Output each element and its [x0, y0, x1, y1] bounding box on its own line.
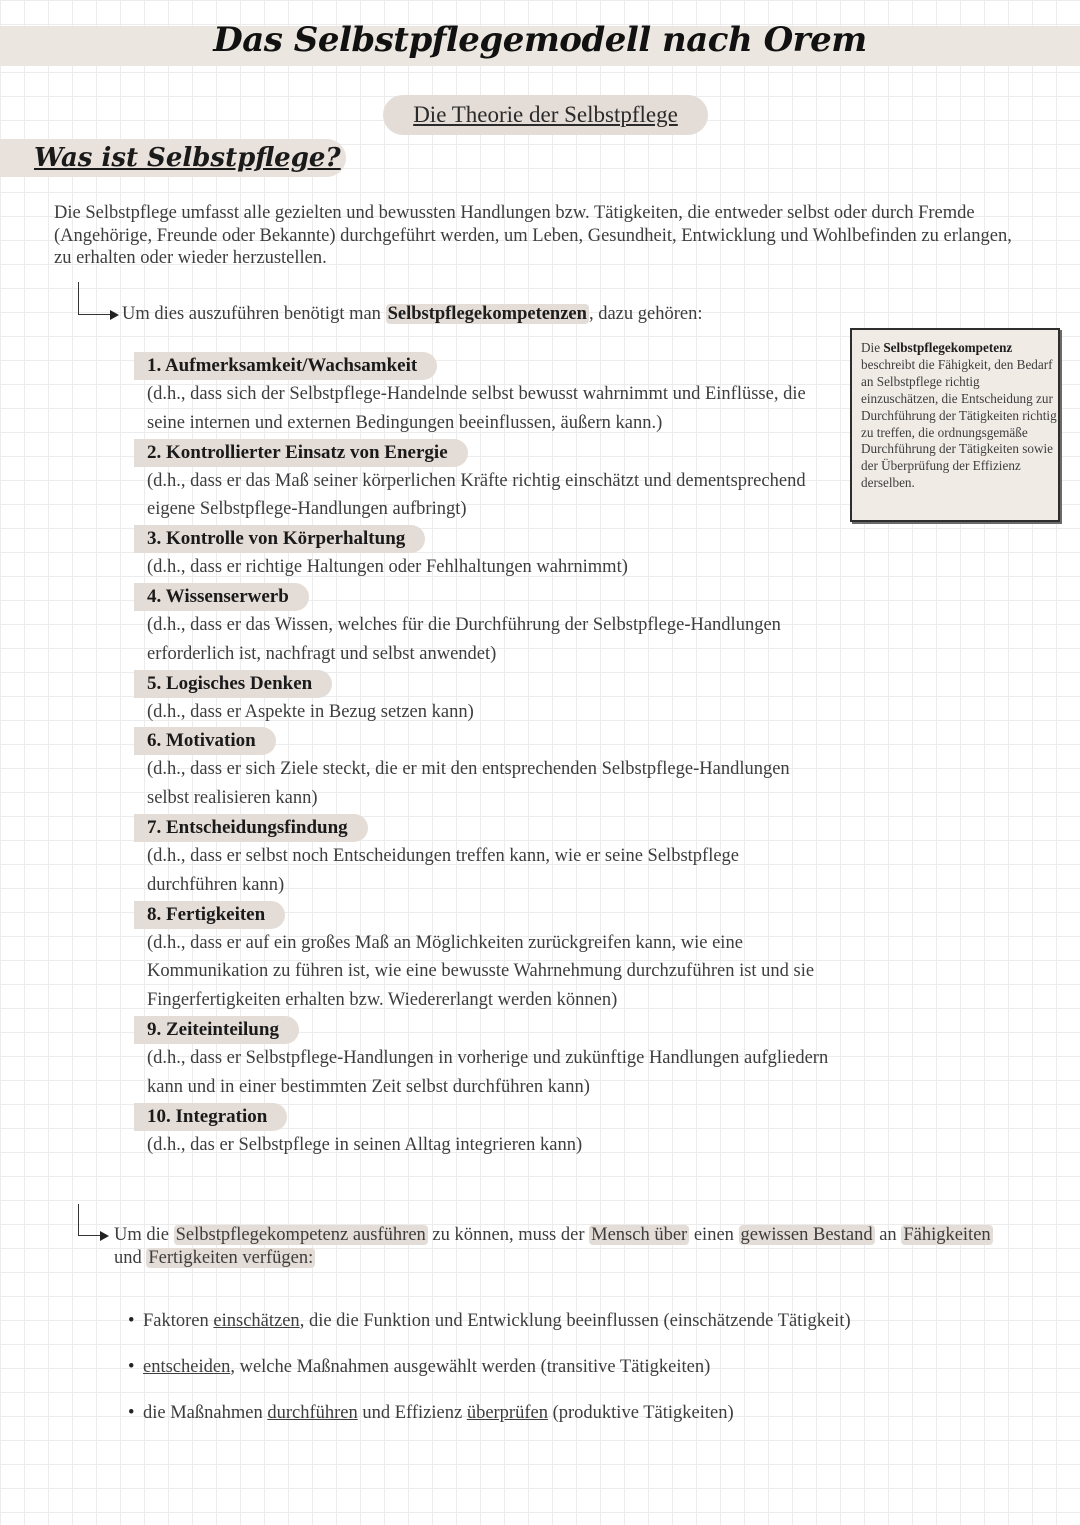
section-heading: Was ist Selbstpflege? — [34, 143, 341, 173]
competence-item — [134, 582, 834, 669]
competence-description: (d.h., dass er sich Ziele steckt, die er mit den entsprechenden Selbstpflege-Handlungen selbst realisieren kann) — [147, 759, 790, 809]
competence-title: 6. Motivation — [134, 727, 276, 755]
requirements-highlight: gewissen Bestand — [740, 1225, 873, 1245]
requirements-highlight: Fähigkeiten — [903, 1225, 991, 1245]
competence-title: 2. Kontrollierter Einsatz von Energie — [134, 439, 468, 467]
competence-title: 5. Logisches Denken — [134, 670, 332, 698]
competence-title: 4. Wissenserwerb — [134, 583, 309, 611]
competences-lead — [122, 304, 702, 325]
bullet-icon: • — [128, 1311, 135, 1331]
competence-item — [134, 726, 834, 813]
competence-description: (d.h., dass er Selbstpflege-Handlungen in vorherige und zukünftige Handlungen aufgliedern kann und in einer bestimmten Zeit selbst durchführen kann) — [147, 1047, 829, 1097]
activity-item — [128, 1311, 851, 1332]
competence-description: (d.h., dass er das Maß seiner körperlichen Kräfte richtig einschätzt und dementsprechend eigene Selbstpflege-Handlungen aufbringt) — [147, 470, 806, 520]
competence-item — [134, 524, 834, 582]
competence-description: (d.h., dass er selbst noch Entscheidungen treffen kann, wie er seine Selbstpflege durchführen kann) — [147, 845, 739, 895]
activity-text: die Maßnahmen — [143, 1403, 263, 1423]
requirements-highlight: Selbstpflegekompetenz ausführen — [175, 1225, 426, 1245]
arrow-right-icon — [100, 1231, 109, 1241]
requirements-text: einen — [693, 1225, 734, 1245]
requirements-text: an — [879, 1225, 897, 1245]
competence-title: 3. Kontrolle von Körperhaltung — [134, 525, 425, 553]
activity-keyword: überprüfen — [466, 1403, 548, 1423]
activity-text: (produktive Tätigkeiten) — [552, 1403, 734, 1423]
competence-description: (d.h., dass er Aspekte in Bezug setzen kann) — [147, 701, 474, 722]
requirements-highlight: Mensch über — [591, 1225, 688, 1245]
requirements-text: Um die — [114, 1225, 169, 1245]
competences-lead-suffix: , dazu gehören: — [588, 304, 703, 324]
competence-description: (d.h., das er Selbstpflege in seinen Alltag integrieren kann) — [147, 1134, 583, 1155]
activity-text: , die die Funktion und Entwicklung beeinflussen (einschätzende Tätigkeit) — [299, 1311, 851, 1331]
competence-description: (d.h., dass er auf ein großes Maß an Möglichkeiten zurückgreifen kann, wie eine Kommunikation zu führen ist, wie eine bewusste Wahrnehmung durchzuführen ist und sie Fingerfertigkeiten erhalten bzw. Wiedererlangt werden können) — [147, 932, 815, 1011]
definition-prefix: Die — [861, 340, 881, 355]
requirements-text: und — [114, 1247, 142, 1268]
competence-item — [134, 669, 834, 727]
competence-item — [134, 900, 834, 1015]
bullet-icon: • — [128, 1403, 135, 1423]
competence-item — [134, 1015, 834, 1102]
competence-item — [134, 1102, 834, 1160]
definition-term: Selbstpflegekompetenz — [883, 340, 1013, 355]
activity-text: Faktoren — [143, 1311, 209, 1331]
activity-text: , welche Maßnahmen ausgewählt werden (transitive Tätigkeiten) — [230, 1357, 711, 1377]
definition-text: beschreibt die Fähigkeit, den Bedarf an Selbstpflege richtig einzuschätzen, die Entscheidung zur Durchführung der Tätigkeiten richtig zu treffen, die ordnungsgemäße Durchführung der Tätigkeiten sowie der Überprüfung der Effizienz derselben. — [861, 356, 1057, 491]
competence-description: (d.h., dass er richtige Haltungen oder Fehlhaltungen wahrnimmt) — [147, 557, 628, 578]
definition-box — [850, 328, 1060, 522]
arrow-connector-horizontal — [78, 314, 112, 315]
arrow-connector-vertical — [78, 282, 79, 315]
competences-term: Selbstpflegekompetenzen — [387, 304, 587, 324]
competence-title: 10. Integration — [134, 1103, 287, 1131]
competences-lead-text: Um dies auszuführen benötigt man — [122, 304, 381, 324]
competence-title: 8. Fertigkeiten — [134, 901, 285, 929]
activity-item — [128, 1403, 734, 1424]
activity-keyword: entscheiden — [143, 1357, 231, 1377]
activity-item — [128, 1357, 710, 1378]
activity-text: und Effizienz — [362, 1403, 463, 1423]
page-title: Das Selbstpflegemodell nach Orem — [213, 20, 867, 60]
competence-title: 9. Zeiteinteilung — [134, 1016, 299, 1044]
requirements-text: zu können, muss der — [432, 1225, 585, 1245]
competence-item — [134, 813, 834, 900]
competence-title: 1. Aufmerksamkeit/Wachsamkeit — [134, 352, 437, 380]
intro-paragraph: Die Selbstpflege umfasst alle gezielten und bewussten Handlungen bzw. Tätigkeiten, die entweder selbst oder durch Fremde (Angehörige, Freunde oder Bekannte) durchgeführt werden, um Leben, Gesundheit, Entwicklung und Wohlbefinden zu erlangen, zu erhalten oder wieder herzustellen. — [54, 203, 1012, 268]
competence-description: (d.h., dass sich der Selbstpflege-Handelnde selbst bewusst wahrnimmt und Einflüsse, die seine internen und externen Bedingungen beeinflussen, äußern kann.) — [147, 384, 806, 433]
activity-keyword: durchführen — [267, 1403, 358, 1423]
arrow-connector-vertical — [78, 1204, 79, 1236]
competence-description: (d.h., dass er das Wissen, welches für die Durchführung der Selbstpflege-Handlungen erforderlich ist, nachfragt und selbst anwendet) — [147, 614, 781, 664]
subtitle: Die Theorie der Selbstpflege — [383, 95, 708, 135]
bullet-icon: • — [128, 1357, 135, 1377]
competence-item — [134, 438, 834, 525]
requirements-paragraph — [114, 1224, 994, 1269]
arrow-right-icon — [110, 310, 119, 320]
arrow-connector-horizontal — [78, 1235, 102, 1236]
competences-list — [134, 351, 834, 1159]
competence-title: 7. Entscheidungsfindung — [134, 814, 368, 842]
activity-keyword: einschätzen — [213, 1311, 300, 1331]
competence-item — [134, 351, 834, 438]
requirements-highlight: Fertigkeiten verfügen: — [148, 1247, 314, 1268]
